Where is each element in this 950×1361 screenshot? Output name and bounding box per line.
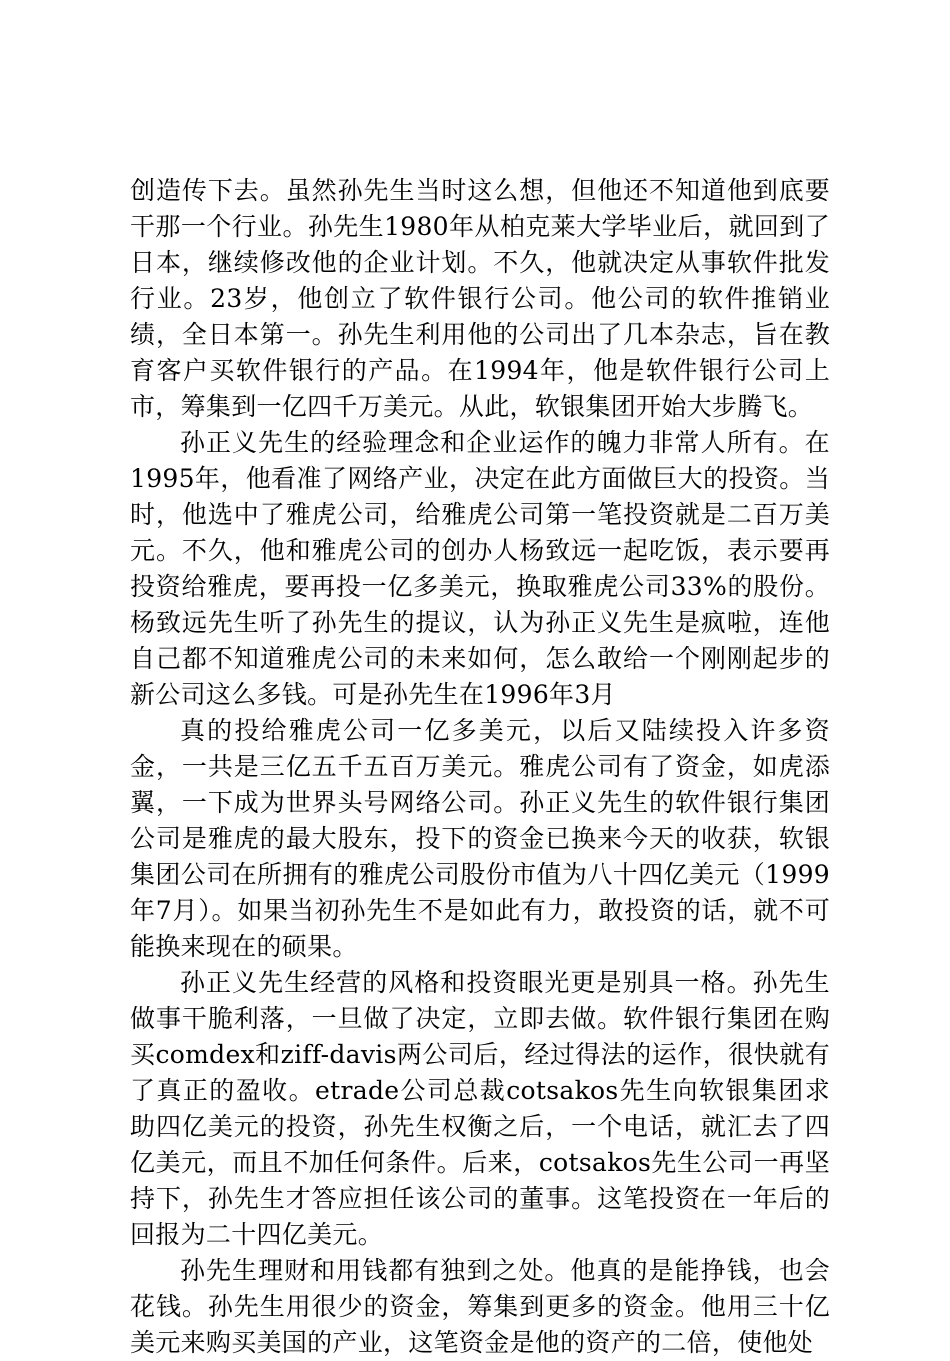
paragraph-5: 孙先生理财和用钱都有独到之处。他真的是能挣钱，也会花钱。孙先生用很少的资金，筹集到更多的资金。他用三十亿美元来购买美国的产业，这笔资金是他的资产的二倍，使他处 xyxy=(130,1256,830,1357)
document-body xyxy=(130,173,830,1361)
paragraph-1: 创造传下去。虽然孙先生当时这么想，但他还不知道他到底要干那一个行业。孙先生1980年从柏克莱大学毕业后，就回到了日本，继续修改他的企业计划。不久，他就决定从事软件批发行业。23岁，他创立了软件银行公司。他公司的软件推销业绩，全日本第一。孙先生利用他的公司出了几本杂志，旨在教育客户买软件银行的产品。在1994年，他是软件银行公司上市，筹集到一亿四千万美元。从此，软银集团开始大步腾飞。 xyxy=(130,176,830,421)
paragraph-3: 真的投给雅虎公司一亿多美元，以后又陆续投入许多资金，一共是三亿五千五百万美元。雅虎公司有了资金，如虎添翼，一下成为世界头号网络公司。孙正义先生的软件银行集团公司是雅虎的最大股东，投下的资金已换来今天的收获，软银集团公司在所拥有的雅虎公司股份市值为八十四亿美元（1999年7月）。如果当初孙先生不是如此有力，敢投资的话，就不可能换来现在的硕果。 xyxy=(130,716,830,961)
paragraph-4: 孙正义先生经营的风格和投资眼光更是别具一格。孙先生做事干脆利落，一旦做了决定，立即去做。软件银行集团在购买comdex和ziff-davis两公司后，经过得法的运作，很快就有了真正的盈收。etrade公司总裁cotsakos先生向软银集团求助四亿美元的投资，孙先生权衡之后，一个电话，就汇去了四亿美元，而且不加任何条件。后来，cotsakos先生公司一再坚持下，孙先生才答应担任该公司的董事。这笔投资在一年后的回报为二十四亿美元。 xyxy=(130,968,830,1249)
paragraph-2: 孙正义先生的经验理念和企业运作的魄力非常人所有。在1995年，他看准了网络产业，决定在此方面做巨大的投资。当时，他选中了雅虎公司，给雅虎公司第一笔投资就是二百万美元。不久，他和雅虎公司的创办人杨致远一起吃饭，表示要再投资给雅虎，要再投一亿多美元，换取雅虎公司33%的股份。杨致远先生听了孙先生的提议，认为孙正义先生是疯啦，连他自己都不知道雅虎公司的未来如何，怎么敢给一个刚刚起步的新公司这么多钱。可是孙先生在1996年3月 xyxy=(130,428,830,709)
